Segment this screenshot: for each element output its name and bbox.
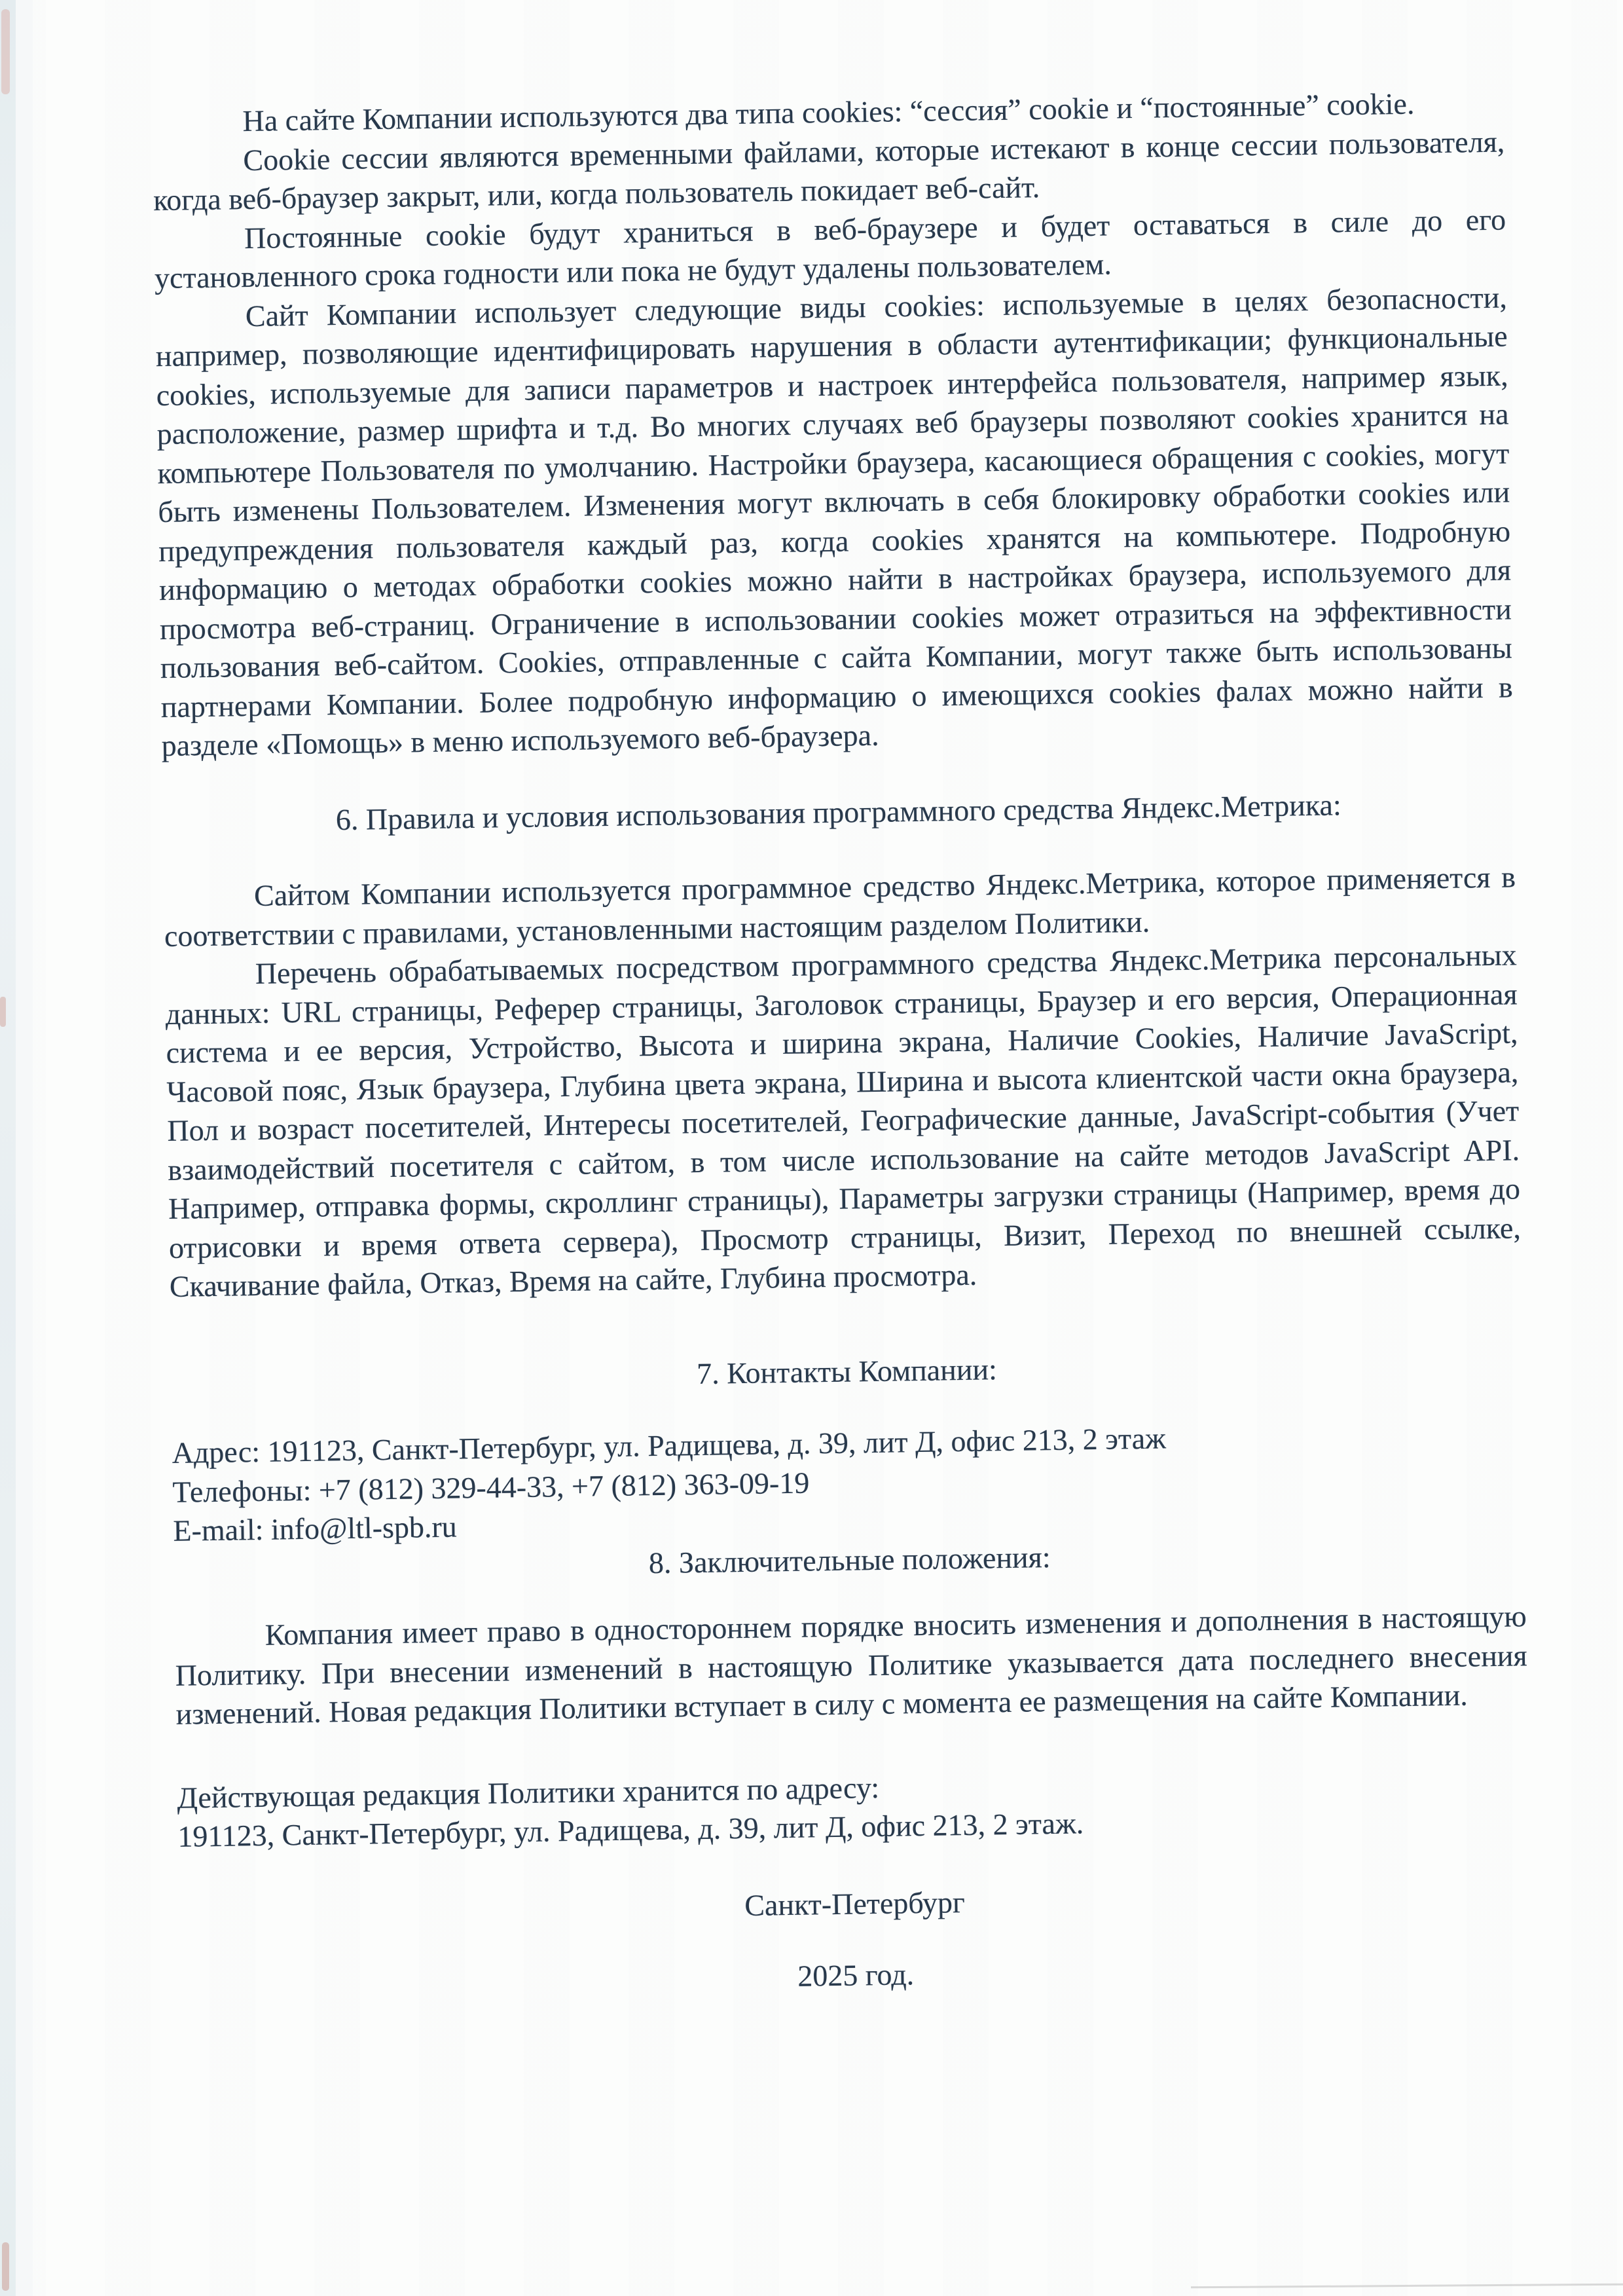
paragraph-cookie-types: На сайте Компании используются два типа cookies: “сессия” cookie и “постоянные” cookie. xyxy=(242,86,1415,138)
document-content xyxy=(151,0,1532,2005)
paragraph-final-provisions: Компания имеет право в одностороннем порядке вносить изменения и дополнения в настоящую Политику. При внесении изменений в настоящую Политике указывается дата последнего внесения изменений. Новая редакция Политики вступает в силу с момента ее размещения на сайте Компании. xyxy=(175,1599,1527,1731)
scan-bottom-line-artifact xyxy=(1191,2284,1623,2289)
contact-phones-line: Телефоны: +7 (812) 329-44-33, +7 (812) 363-09-19 xyxy=(172,1466,810,1509)
current-edition-address-line: 191123, Санкт-Петербург, ул. Радищева, д. 39, лит Д, офис 213, 2 этаж. xyxy=(177,1806,1084,1853)
paragraph-yandex-metrika-data-list: Перечень обрабатываемых посредством программного средства Яндекс.Метрика персональных данных: URL страницы, Реферер страницы, Заголовок страницы, Браузер и его версия, Операционная система и ее версия, Устройство, Высота и ширина экрана, Наличие Cookies, Наличие JavaScript, Часовой пояс, Язык браузера, Глубина цвета экрана, Ширина и высота клиентской части окна браузера, Пол и возраст посетителей, Интересы посетителей, Географические данные, JavaScript-события (Учет взаимодействий посетителя с сайтом, в том числе использование на сайте методов JavaScript API. Например, отправка формы, скроллинг страницы), Параметры загрузки страницы (Например, время до отрисовки и время ответа сервера), Просмотр страницы, Визит, Переход по внешней ссылке, Скачивание файла, Отказ, Время на сайте, Глубина просмотра. xyxy=(165,938,1522,1303)
scan-red-mark-bottom xyxy=(2,2242,9,2291)
footer-city-line: Санкт-Петербург xyxy=(744,1885,966,1922)
contact-address-line: Адрес: 191123, Санкт-Петербург, ул. Радищева, д. 39, лит Д, офис 213, 2 этаж xyxy=(172,1421,1167,1470)
contact-email-line: E-mail: info@ltl-spb.ru xyxy=(173,1509,458,1547)
section-7-heading: 7. Контакты Компании: xyxy=(696,1352,998,1390)
scan-left-edge-artifact xyxy=(0,0,16,2296)
scan-red-mark-middle xyxy=(0,997,6,1027)
scan-left-edge-soft-artifact xyxy=(16,0,33,2296)
paragraph-session-cookies: Cookie сессии являются временными файлами, которые истекают в конце сессии пользователя, когда веб-браузер закрыт, или, когда пользователь покидает веб-сайт. xyxy=(153,124,1505,217)
section-6-heading: 6. Правила и условия использования программного средства Яндекс.Метрика: xyxy=(335,787,1342,836)
paragraph-persistent-cookies: Постоянные cookie будут храниться в веб-браузере и будет оставаться в силе до его установленного срока годности или пока не будут удалены пользователем. xyxy=(154,202,1506,295)
footer-year-line: 2025 год. xyxy=(797,1957,915,1993)
scan-red-mark-top xyxy=(1,9,10,94)
current-edition-note-line: Действующая редакция Политики хранится по адресу: xyxy=(177,1770,880,1815)
paragraph-cookie-kinds-and-settings: Сайт Компании использует следующие виды cookies: используемые в целях безопасности, например, позволяющие идентифицировать нарушения в области аутентификации; функциональные cookies, используемые для записи параметров и настроек интерфейса пользователя, например язык, расположение, размер шрифта и т.д. Во многих случаях веб браузеры позволяют cookies хранится на компьютере Пользователя по умолчанию. Настройки браузера, касающиеся обращения с cookies, могут быть изменены Пользователем. Изменения могут включать в себя блокировку обработки cookies или предупреждения пользователя каждый раз, когда cookies хранятся на компьютере. Подробную информацию о методах обработки cookies можно найти в настройках браузера, используемого для просмотра веб-страниц. Ограничение в использовании cookies может отразиться на эффективности пользования веб-сайтом. Cookies, отправленные с сайта Компании, могут также быть использованы партнерами Компании. Более подробную информацию о имеющихся cookies фалах можно найти в разделе «Помощь» в меню используемого веб-браузера. xyxy=(155,280,1513,763)
section-8-heading: 8. Заключительные положения: xyxy=(648,1540,1051,1580)
paragraph-yandex-metrika-usage: Сайтом Компании используется программное средство Яндекс.Метрика, которое применяется в соответствии с правилами, установленными настоящим разделом Политики. xyxy=(164,860,1516,953)
